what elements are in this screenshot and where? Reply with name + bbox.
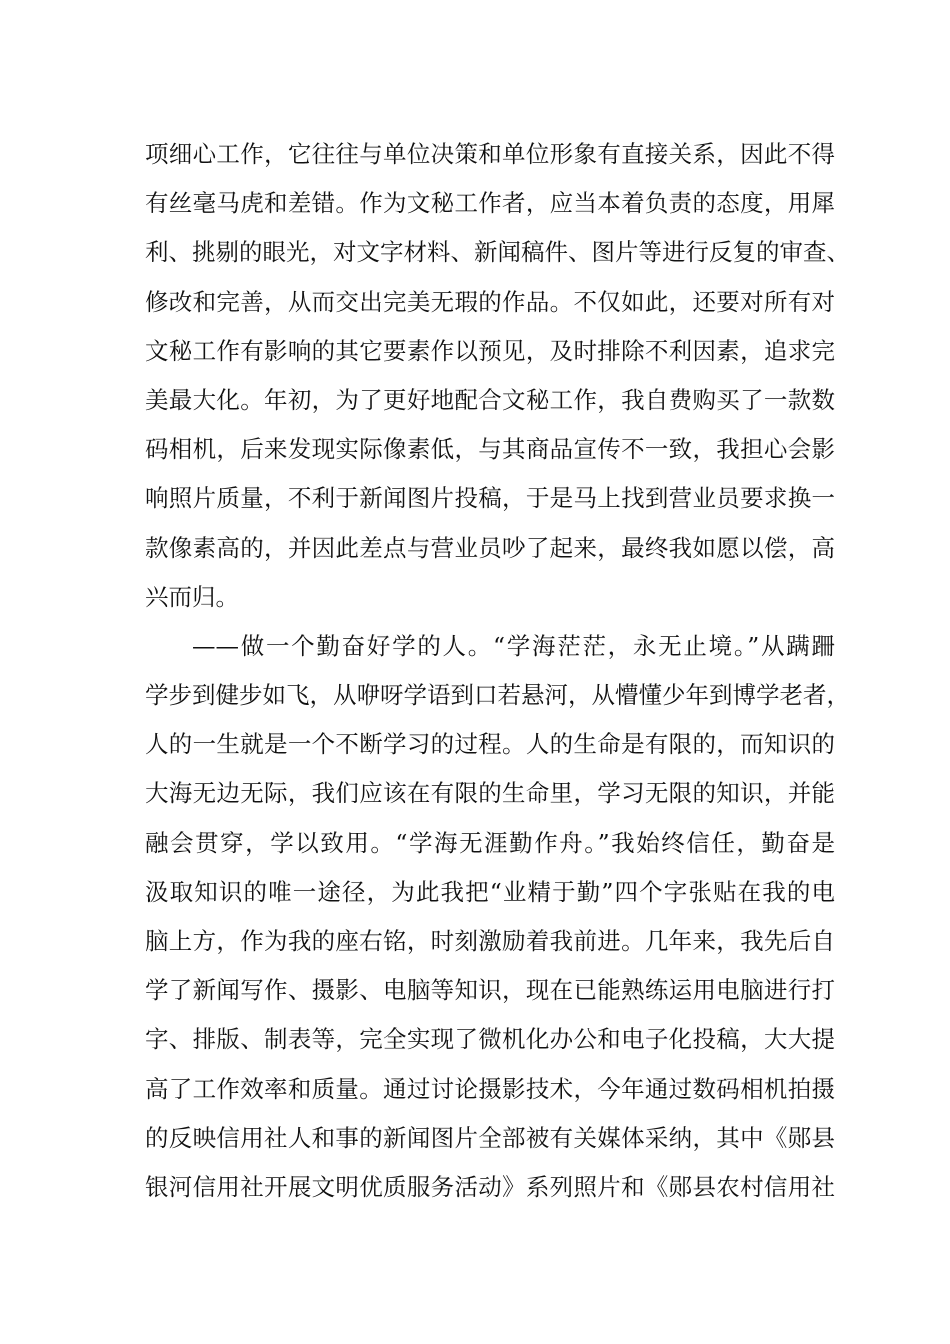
text-line-19: 字、排版、制表等，完全实现了微机化办公和电子化投稿，大大提: [145, 1025, 835, 1054]
text-line-12: 学步到健步如飞，从咿呀学语到口若悬河，从懵懂少年到博学老者，: [145, 681, 850, 710]
text-line-15: 融会贯穿，学以致用。“学海无涯勤作舟。”我始终信任，勤奋是: [145, 828, 835, 857]
text-line-13: 人的一生就是一个不断学习的过程。人的生命是有限的，而知识的: [145, 730, 835, 759]
text-line-9: 款像素高的，并因此差点与营业员吵了起来，最终我如愿以偿，高: [145, 533, 835, 562]
text-line-1: 项细心工作，它往往与单位决策和单位形象有直接关系，因此不得: [145, 140, 835, 168]
text-line-5: 文秘工作有影响的其它要素作以预见，及时排除不利因素，追求完: [145, 336, 835, 365]
text-line-10: 兴而归。: [145, 582, 239, 611]
text-line-17: 脑上方，作为我的座右铭，时刻激励着我前进。几年来，我先后自: [145, 927, 835, 955]
text-line-11: ——做一个勤奋好学的人。“学海茫茫，永无止境。”从蹒跚: [192, 631, 835, 660]
text-line-21: 的反映信用社人和事的新闻图片全部被有关媒体采纳，其中《郧县: [145, 1123, 835, 1152]
text-line-16: 汲取知识的唯一途径，为此我把“业精于勤”四个字张贴在我的电: [145, 877, 835, 906]
text-line-8: 响照片质量，不利于新闻图片投稿，于是马上找到营业员要求换一: [145, 484, 835, 513]
text-line-3: 利、挑剔的眼光，对文字材料、新闻稿件、图片等进行反复的审查、: [145, 238, 850, 267]
text-line-18: 学了新闻写作、摄影、电脑等知识，现在已能熟练运用电脑进行打: [145, 976, 835, 1005]
text-line-4: 修改和完善，从而交出完美无瑕的作品。不仅如此，还要对所有对: [145, 287, 835, 316]
text-line-14: 大海无边无际，我们应该在有限的生命里，学习无限的知识，并能: [145, 779, 835, 808]
text-line-2: 有丝毫马虎和差错。作为文秘工作者，应当本着负责的态度，用犀: [145, 189, 835, 218]
text-line-7: 码相机，后来发现实际像素低，与其商品宣传不一致，我担心会影: [145, 435, 835, 464]
body-text: [145, 130, 850, 1212]
text-line-6: 美最大化。年初，为了更好地配合文秘工作，我自费购买了一款数: [145, 385, 835, 414]
text-line-20: 高了工作效率和质量。通过讨论摄影技术，今年通过数码相机拍摄: [145, 1074, 835, 1103]
text-line-22: 银河信用社开展文明优质服务活动》系列照片和《郧县农村信用社: [145, 1172, 835, 1201]
